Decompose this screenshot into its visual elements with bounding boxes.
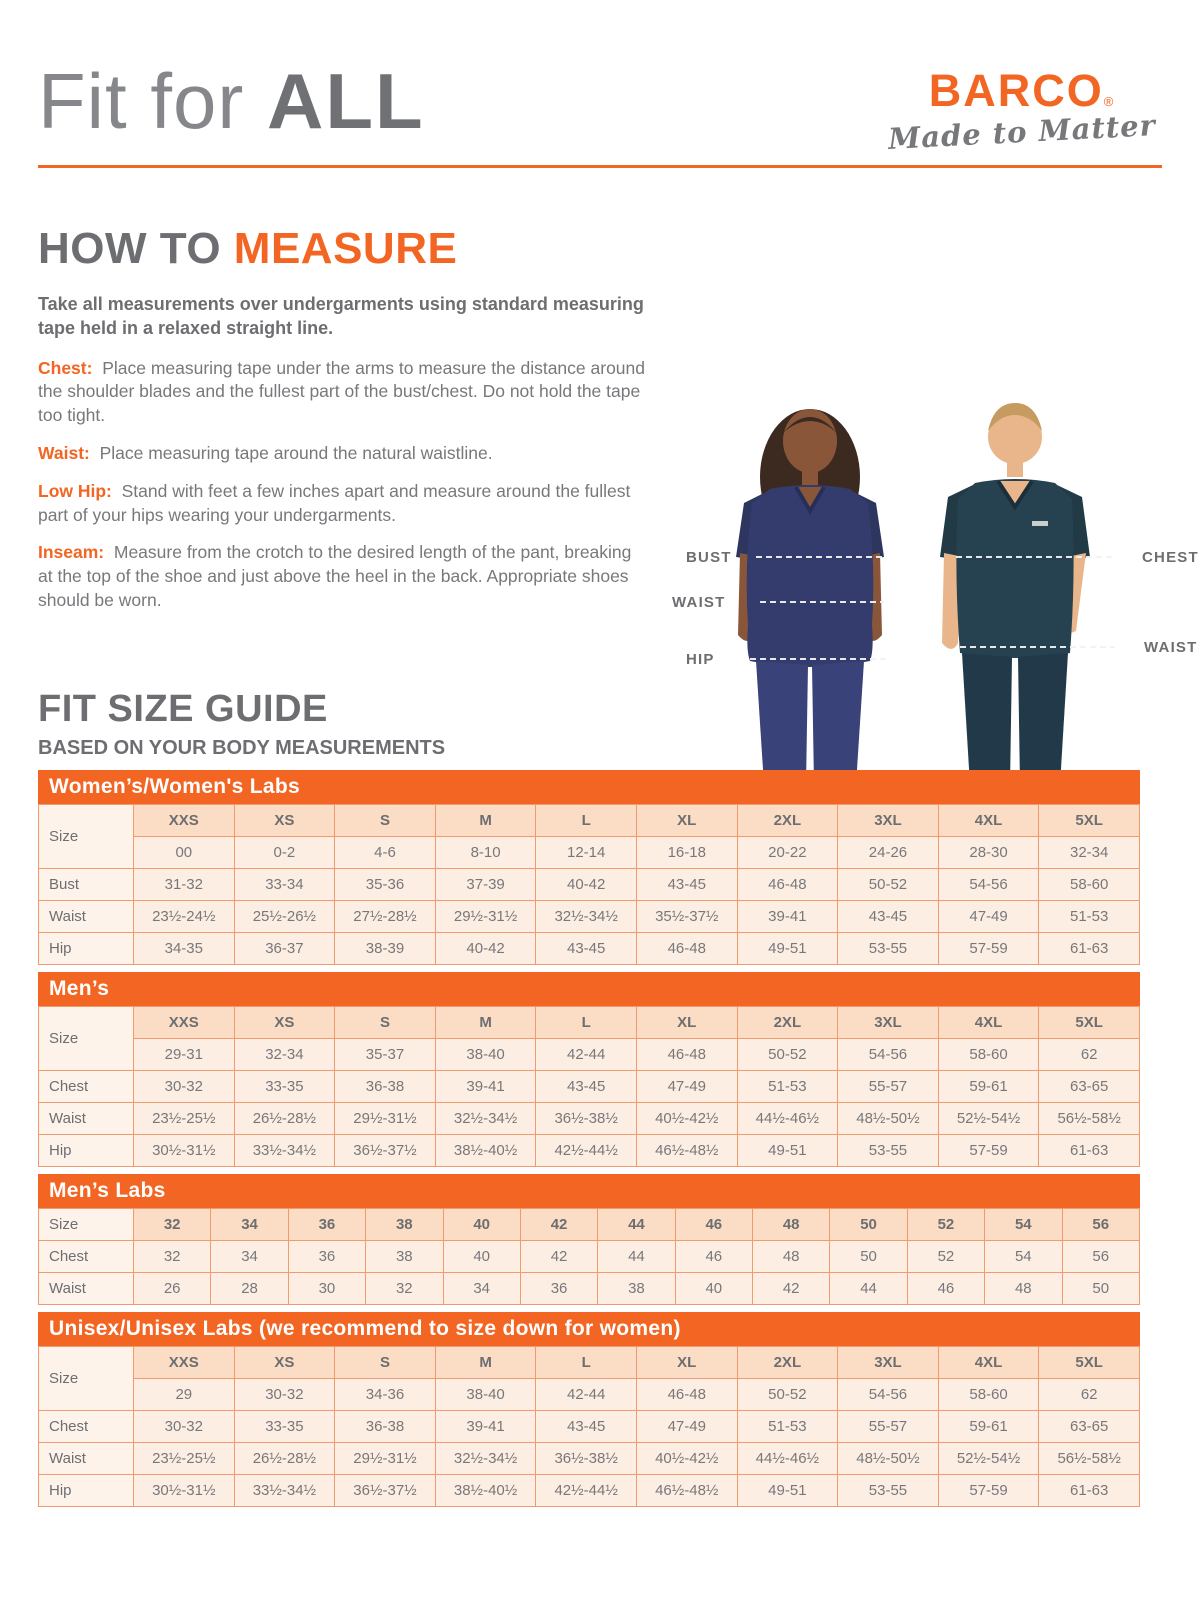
measurement-cell: 32-34 [1039,837,1140,869]
brand-tagline: Made to Matter [887,108,1157,156]
measurement-cell: 47-49 [636,1071,737,1103]
size-label-cell: XL [636,1347,737,1379]
measurement-cell: 43-45 [838,901,939,933]
measurement-cell: 40 [443,1241,520,1273]
measurement-cell: 27½-28½ [335,901,436,933]
size-label-cell: XXS [134,805,235,837]
fit-size-guide-section [38,688,1140,1514]
measurement-cell: 36-38 [335,1411,436,1443]
measurement-cell: 61-63 [1039,933,1140,965]
size-label-cell: 5XL [1039,805,1140,837]
measure-item-chest: Chest: Place measuring tape under the arms to measure the distance around the shoulder blades and the fullest part of the bust/chest. Do not hold the tape too tight. [38,357,646,426]
measurement-cell: 58-60 [938,1039,1039,1071]
measurement-cell: 36 [520,1273,597,1305]
size-label-cell: 34 [211,1209,288,1241]
size-label-cell: 2XL [737,1007,838,1039]
measurement-cell: 48½-50½ [838,1443,939,1475]
size-table-row [39,805,1140,837]
measurement-cell: 28 [211,1273,288,1305]
size-label-cell: 5XL [1039,1347,1140,1379]
measurement-cell: 57-59 [938,933,1039,965]
measurement-cell: 26 [134,1273,211,1305]
measurement-cell: 23½-25½ [134,1443,235,1475]
size-table-row [39,933,1140,965]
measurement-cell: 53-55 [838,933,939,965]
measurement-cell: 46-48 [636,1039,737,1071]
size-table-row [39,1007,1140,1039]
measurement-cell: 36-37 [234,933,335,965]
measurement-cell: 32-34 [234,1039,335,1071]
size-table-row [39,1379,1140,1411]
size-label-cell: 42 [520,1209,597,1241]
measure-intro: Take all measurements over undergarments using standard measuring tape held in a relaxed straight line. [38,294,644,339]
measurement-cell: 32½-34½ [536,901,637,933]
row-label: Hip [39,1475,134,1507]
measurement-cell: 50-52 [838,869,939,901]
size-table-row [39,1135,1140,1167]
measurement-cell: 56½-58½ [1039,1443,1140,1475]
measurement-cell: 54 [985,1241,1062,1273]
header-divider [38,165,1162,168]
size-label-cell: 40 [443,1209,520,1241]
measurement-cell: 29 [134,1379,235,1411]
measurement-cell: 46½-48½ [636,1475,737,1507]
measurement-cell: 59-61 [938,1071,1039,1103]
measurement-cell: 44½-46½ [737,1443,838,1475]
measurement-cell: 39-41 [435,1411,536,1443]
measurement-cell: 51-53 [1039,901,1140,933]
size-table-womens [38,770,1140,965]
measurement-cell: 63-65 [1039,1071,1140,1103]
measurement-cell: 56 [1062,1241,1140,1273]
size-table-grid [38,1006,1140,1167]
measurement-cell: 38-40 [435,1039,536,1071]
measurement-cell: 42-44 [536,1379,637,1411]
row-label: Waist [39,1103,134,1135]
size-label-cell: M [435,805,536,837]
size-label-cell: M [435,1007,536,1039]
measurement-cell: 30½-31½ [134,1135,235,1167]
row-label: Size [39,1347,134,1411]
size-table-grid [38,804,1140,965]
measurement-cell: 46-48 [636,933,737,965]
measurement-cell: 50 [830,1241,907,1273]
size-label-cell: 44 [598,1209,675,1241]
measurement-cell: 42 [520,1241,597,1273]
measurement-cell: 30-32 [134,1071,235,1103]
measurement-cell: 49-51 [737,1475,838,1507]
measurement-cell: 43-45 [536,1071,637,1103]
measurement-cell: 00 [134,837,235,869]
measurement-cell: 48 [985,1273,1062,1305]
measurement-cell: 43-45 [536,933,637,965]
size-label-cell: XS [234,1007,335,1039]
size-table-row [39,1071,1140,1103]
measurement-cell: 29½-31½ [335,1443,436,1475]
measurement-cell: 51-53 [737,1411,838,1443]
measurement-cell: 35½-37½ [636,901,737,933]
measurement-cell: 33-35 [234,1411,335,1443]
measurement-cell: 8-10 [435,837,536,869]
size-label-cell: S [335,805,436,837]
measurement-cell: 38 [598,1273,675,1305]
fit-size-guide-title: FIT SIZE GUIDE [38,688,328,730]
measurement-cell: 50-52 [737,1379,838,1411]
measurement-cell: 47-49 [636,1411,737,1443]
registered-mark-icon: ® [1103,94,1116,109]
size-label-cell: 32 [134,1209,211,1241]
measurement-cell: 36½-37½ [335,1135,436,1167]
size-label-cell: 4XL [938,1347,1039,1379]
measurement-cell: 29-31 [134,1039,235,1071]
size-table-row [39,1209,1140,1241]
measurement-cell: 32 [134,1241,211,1273]
measurement-cell: 52½-54½ [938,1103,1039,1135]
measurement-cell: 57-59 [938,1135,1039,1167]
measurement-cell: 48½-50½ [838,1103,939,1135]
brand-logo [887,65,1162,156]
row-label: Bust [39,869,134,901]
measurement-cell: 40½-42½ [636,1443,737,1475]
size-table-grid [38,1208,1140,1305]
size-label-cell: 3XL [838,1007,939,1039]
size-label-cell: XS [234,805,335,837]
measurement-cell: 33-35 [234,1071,335,1103]
size-label-cell: 2XL [737,805,838,837]
measurement-cell: 34-36 [335,1379,436,1411]
measurement-cell: 28-30 [938,837,1039,869]
measurement-cell: 58-60 [938,1379,1039,1411]
size-label-cell: 3XL [838,1347,939,1379]
how-to-measure-title: HOW TO MEASURE [38,224,458,273]
measurement-cell: 29½-31½ [335,1103,436,1135]
size-table-row [39,1273,1140,1305]
size-table-row [39,1347,1140,1379]
measurement-cell: 42½-44½ [536,1475,637,1507]
measurement-cell: 49-51 [737,1135,838,1167]
size-table-row [39,1103,1140,1135]
measurement-cell: 48 [753,1241,830,1273]
size-table-mens [38,972,1140,1167]
measurement-cell: 56½-58½ [1039,1103,1140,1135]
size-table-title: Unisex/Unisex Labs (we recommend to size down for women) [38,1312,1140,1346]
measurement-cell: 32½-34½ [435,1103,536,1135]
size-table-row [39,1411,1140,1443]
brand-name: BARCO® [928,65,1116,116]
size-label-cell: 4XL [938,1007,1039,1039]
measurement-cell: 52½-54½ [938,1443,1039,1475]
measurement-cell: 23½-24½ [134,901,235,933]
size-label-cell: 52 [907,1209,984,1241]
size-table-mens-labs [38,1174,1140,1305]
size-label-cell: 54 [985,1209,1062,1241]
measurement-cell: 54-56 [838,1039,939,1071]
measurement-cell: 61-63 [1039,1475,1140,1507]
measurement-cell: 44½-46½ [737,1103,838,1135]
measurement-cell: 53-55 [838,1135,939,1167]
measurement-cell: 47-49 [938,901,1039,933]
measurement-cell: 50-52 [737,1039,838,1071]
size-label-cell: 38 [366,1209,443,1241]
size-label-cell: S [335,1007,436,1039]
measurement-cell: 26½-28½ [234,1103,335,1135]
page-title-light: Fit for [38,57,268,145]
size-label-cell: L [536,805,637,837]
measurement-cell: 57-59 [938,1475,1039,1507]
hip-label: HIP [686,651,715,668]
measurement-cell: 46-48 [737,869,838,901]
measurement-cell: 16-18 [636,837,737,869]
measurement-cell: 32 [366,1273,443,1305]
measurement-cell: 35-36 [335,869,436,901]
measurement-cell: 44 [830,1273,907,1305]
measurement-cell: 38½-40½ [435,1475,536,1507]
size-table-title: Men’s [38,972,1140,1006]
size-table-unisex [38,1312,1140,1507]
waist-right-label: WAIST [1144,639,1198,656]
measurement-cell: 34-35 [134,933,235,965]
measurement-cell: 38½-40½ [435,1135,536,1167]
size-table-grid [38,1346,1140,1507]
measurement-cell: 20-22 [737,837,838,869]
size-label-cell: 36 [288,1209,365,1241]
measurement-cell: 49-51 [737,933,838,965]
row-label: Size [39,1209,134,1241]
measurement-cell: 46½-48½ [636,1135,737,1167]
size-label-cell: L [536,1007,637,1039]
measurement-cell: 30-32 [234,1379,335,1411]
row-label: Waist [39,901,134,933]
size-table-row [39,901,1140,933]
measurement-cell: 30½-31½ [134,1475,235,1507]
measurement-cell: 42 [753,1273,830,1305]
measure-item-waist: Waist: Place measuring tape around the natural waistline. [38,442,493,463]
row-label: Size [39,805,134,869]
size-table-row [39,1475,1140,1507]
measure-item-inseam: Inseam: Measure from the crotch to the desired length of the pant, breaking at the top of the shoe and just above the heel in the back. Appropriate shoes should be worn. [38,542,632,610]
measurement-cell: 36½-38½ [536,1103,637,1135]
size-label-cell: XL [636,1007,737,1039]
row-label: Chest [39,1241,134,1273]
how-to-measure-section [38,224,650,613]
size-label-cell: XL [636,805,737,837]
measure-item-lowhip: Low Hip: Stand with feet a few inches apart and measure around the fullest part of your hips wearing your undergarments. [38,480,631,525]
size-label-cell: XXS [134,1347,235,1379]
size-label-cell: 2XL [737,1347,838,1379]
size-table-row [39,869,1140,901]
size-label-cell: M [435,1347,536,1379]
size-tables-container [38,770,1140,1507]
measurement-cell: 32½-34½ [435,1443,536,1475]
measurement-cell: 51-53 [737,1071,838,1103]
measurement-cell: 25½-26½ [234,901,335,933]
measurement-cell: 4-6 [335,837,436,869]
measurement-cell: 31-32 [134,869,235,901]
measurement-cell: 24-26 [838,837,939,869]
chest-label: CHEST [1142,549,1199,566]
size-table-title: Men’s Labs [38,1174,1140,1208]
waist-left-label: WAIST [672,594,726,611]
size-table-row [39,1039,1140,1071]
measurement-cell: 59-61 [938,1411,1039,1443]
measurement-cell: 62 [1039,1379,1140,1411]
size-label-cell: 50 [830,1209,907,1241]
measurement-cell: 46-48 [636,1379,737,1411]
row-label: Chest [39,1071,134,1103]
size-label-cell: 4XL [938,805,1039,837]
measurement-cell: 36 [288,1241,365,1273]
measurement-cell: 38-39 [335,933,436,965]
size-label-cell: 3XL [838,805,939,837]
measurement-cell: 0-2 [234,837,335,869]
measurement-cell: 36½-38½ [536,1443,637,1475]
measurement-cell: 50 [1062,1273,1140,1305]
size-label-cell: 46 [675,1209,752,1241]
fit-size-guide-subtitle: BASED ON YOUR BODY MEASUREMENTS [38,737,446,759]
measurement-cell: 40½-42½ [636,1103,737,1135]
row-label: Waist [39,1443,134,1475]
measurement-cell: 30-32 [134,1411,235,1443]
measurement-cell: 62 [1039,1039,1140,1071]
measurement-cell: 42½-44½ [536,1135,637,1167]
row-label: Hip [39,1135,134,1167]
measurement-cell: 33½-34½ [234,1135,335,1167]
row-label: Size [39,1007,134,1071]
measurement-cell: 12-14 [536,837,637,869]
size-label-cell: XS [234,1347,335,1379]
measurement-cell: 33-34 [234,869,335,901]
measurement-cell: 53-55 [838,1475,939,1507]
measurement-cell: 29½-31½ [435,901,536,933]
measurement-cell: 38-40 [435,1379,536,1411]
measurement-cell: 44 [598,1241,675,1273]
measurement-cell: 38 [366,1241,443,1273]
size-table-row [39,837,1140,869]
page-title [38,57,425,145]
measurement-cell: 33½-34½ [234,1475,335,1507]
row-label: Waist [39,1273,134,1305]
measurement-cell: 54-56 [938,869,1039,901]
measurement-cell: 54-56 [838,1379,939,1411]
size-table-title: Women’s/Women's Labs [38,770,1140,804]
size-table-row [39,1443,1140,1475]
size-label-cell: 56 [1062,1209,1140,1241]
size-label-cell: 5XL [1039,1007,1140,1039]
measurement-cell: 23½-25½ [134,1103,235,1135]
measurement-cell: 40 [675,1273,752,1305]
measurement-cell: 39-41 [435,1071,536,1103]
bust-label: BUST [686,549,732,566]
measurement-cell: 55-57 [838,1411,939,1443]
row-label: Chest [39,1411,134,1443]
size-label-cell: XXS [134,1007,235,1039]
measurement-cell: 36½-37½ [335,1475,436,1507]
measurement-cell: 55-57 [838,1071,939,1103]
measurement-cell: 37-39 [435,869,536,901]
measurement-cell: 58-60 [1039,869,1140,901]
size-label-cell: 48 [753,1209,830,1241]
measurement-cell: 40-42 [536,869,637,901]
measurement-cell: 26½-28½ [234,1443,335,1475]
measurement-cell: 35-37 [335,1039,436,1071]
size-table-row [39,1241,1140,1273]
measurement-cell: 34 [443,1273,520,1305]
size-label-cell: L [536,1347,637,1379]
row-label: Hip [39,933,134,965]
measurement-cell: 40-42 [435,933,536,965]
page-header [38,57,1162,156]
measurement-cell: 46 [907,1273,984,1305]
page-title-bold: ALL [267,57,425,145]
measurement-cell: 46 [675,1241,752,1273]
measurement-cell: 43-45 [636,869,737,901]
measurement-cell: 43-45 [536,1411,637,1443]
measurement-cell: 63-65 [1039,1411,1140,1443]
size-label-cell: S [335,1347,436,1379]
measurement-cell: 36-38 [335,1071,436,1103]
measurement-cell: 52 [907,1241,984,1273]
measurement-cell: 61-63 [1039,1135,1140,1167]
measurement-cell: 42-44 [536,1039,637,1071]
measurement-cell: 34 [211,1241,288,1273]
measurement-cell: 30 [288,1273,365,1305]
measurement-cell: 39-41 [737,901,838,933]
